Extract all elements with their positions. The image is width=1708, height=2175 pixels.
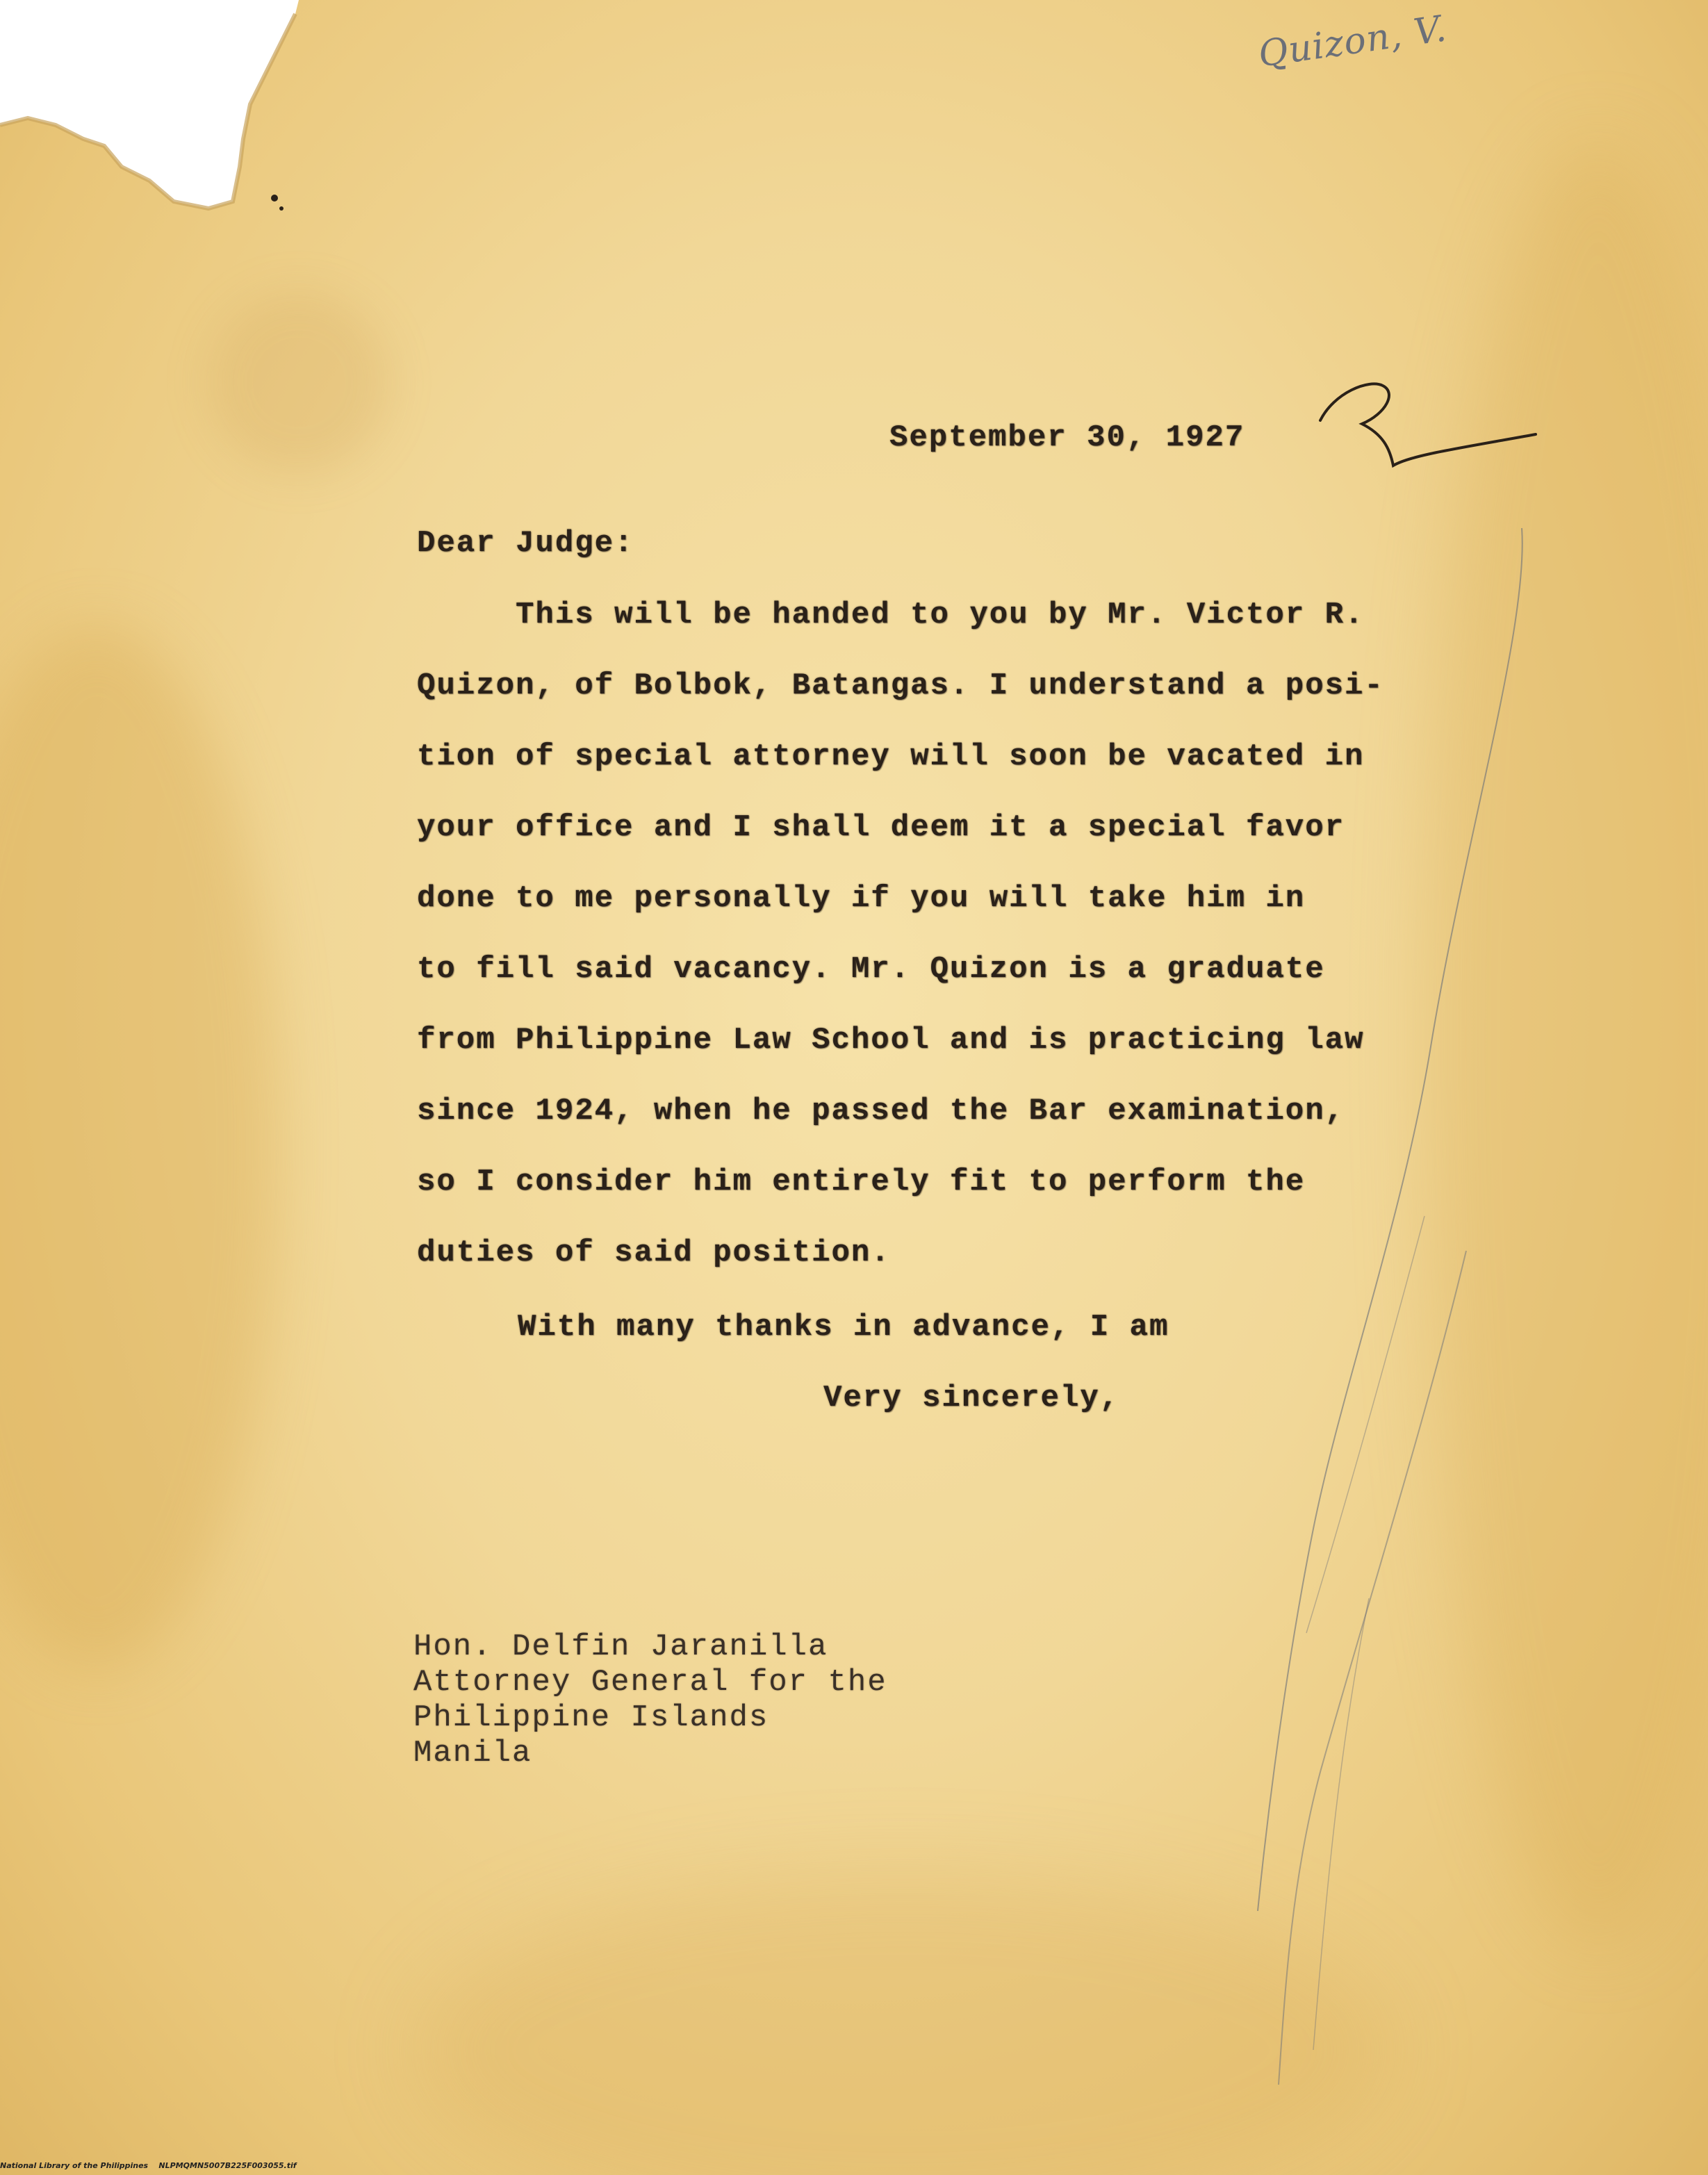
body-line: your office and I shall deem it a special favor [417,810,1345,845]
body-line: This will be handed to you by Mr. Victor R. [417,598,1365,632]
handwritten-note: Quizon, V. [1256,8,1450,76]
body-line: from Philippine Law School and is practicing law [417,1023,1365,1058]
closing-line: With many thanks in advance, I am [518,1310,1169,1345]
recipient-line: Attorney General for the [413,1665,887,1700]
torn-corner [0,0,306,222]
recipient-line: Philippine Islands [413,1700,769,1735]
salutation: Dear Judge: [417,526,634,561]
paper-stain [0,625,278,1668]
archive-caption: National Library of the Philippines NLPMQMN5007B225F003055.tif [0,2161,297,2170]
body-line: to fill said vacancy. Mr. Quizon is a graduate [417,952,1325,987]
recipient-line: Manila [413,1736,532,1771]
body-line: duties of said position. [417,1236,891,1270]
letter-date: September 30, 1927 [889,420,1245,455]
body-line: done to me personally if you will take him in [417,881,1306,916]
recipient-address [413,1630,887,1771]
body-line: Quizon, of Bolbok, Batangas. I understand a posi- [417,668,1384,703]
paper-stain [208,292,389,473]
body-line: since 1924, when he passed the Bar examination, [417,1094,1345,1128]
body-line: tion of special attorney will soon be vacated in [417,739,1365,774]
signoff: Very sincerely, [823,1381,1120,1415]
initial-mark-icon [1306,365,1543,476]
recipient-line: Hon. Delfin Jaranilla [413,1630,828,1664]
body-line: so I consider him entirely fit to perform the [417,1165,1306,1199]
